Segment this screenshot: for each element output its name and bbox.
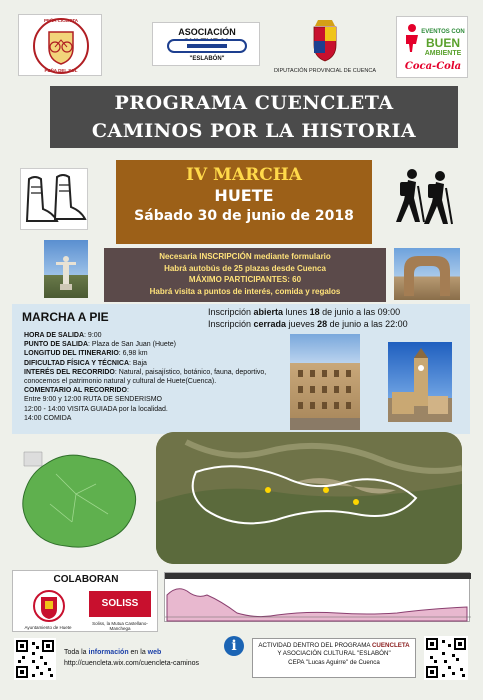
info-line: Habrá visita a puntos de interés, comida y regalos xyxy=(149,286,341,296)
dificultad: DIFICULTAD FÍSICA Y TÉCNICA: Baja xyxy=(24,359,147,367)
monument-photo xyxy=(44,240,88,298)
march-banner xyxy=(116,160,372,244)
coat-of-arms-icon xyxy=(310,18,340,64)
march-details xyxy=(24,331,296,423)
building-photo xyxy=(290,334,360,430)
hikers-image xyxy=(388,166,466,232)
hora-salida: HORA DE SALIDA: 9:00 xyxy=(24,332,102,339)
statue-icon xyxy=(44,240,88,298)
qr-code-icon xyxy=(424,636,468,680)
facade-icon xyxy=(290,334,360,430)
route-aerial-map xyxy=(156,432,462,564)
ruins-photo xyxy=(394,248,460,300)
marcha-a-pie-section xyxy=(12,304,470,434)
province-map xyxy=(16,444,146,554)
activity-line-2: Y ASOCIACIÓN CULTURAL "ESLABÓN" xyxy=(277,650,391,658)
eventos-line3: AMBIENTE xyxy=(424,50,462,57)
interes-recorrido: INTERÉS DEL RECORRIDO: Natural, paisajístico, botánico, fauna, deportivo, conocemos el patrimonio natural y cultural de Huete(Cuenca). xyxy=(24,368,267,386)
activity-line-3: CEPA "Lucas Aguirre" de Cuenca xyxy=(288,658,380,666)
coca-cola-brand: Coca-Cola xyxy=(404,61,462,72)
ayuntamiento-caption: Ayuntamiento de Huete xyxy=(24,625,72,630)
diputacion-logo xyxy=(266,18,384,78)
title-banner xyxy=(50,86,458,148)
marcha-a-pie-title: MARCHA A PIE xyxy=(22,310,109,324)
march-heading: IV MARCHA xyxy=(186,165,302,185)
qr-code-right[interactable] xyxy=(424,636,468,680)
clock-tower-icon xyxy=(388,342,452,422)
shoe-icon xyxy=(21,169,89,231)
footer-url[interactable]: http://cuencleta.wix.com/cuencleta-caminos xyxy=(64,660,200,667)
schedule-item: 12:00 - 14:00 VISITA GUIADA por la localidad. xyxy=(24,405,168,413)
inscription-closed: Inscripción cerrada jueves 28 de junio a las 22:00 xyxy=(208,319,408,329)
info-line: Habrá autobús de 25 plazas desde Cuenca xyxy=(164,263,326,273)
march-place: HUETE xyxy=(214,186,274,205)
inscription-open: Inscripción abierta lunes 18 de junio a las 09:00 xyxy=(208,307,401,317)
footer-info-line: Toda la información en la web xyxy=(64,649,162,656)
asociacion-title: ASOCIACIÓN xyxy=(178,27,236,37)
activity-line-1: ACTIVIDAD DENTRO DEL PROGRAMA CUENCLETA xyxy=(258,642,410,649)
title-line-2: CAMINOS POR LA HISTORIA xyxy=(91,120,417,142)
colaboran-heading: COLABORAN xyxy=(53,574,119,585)
info-line: MÁXIMO PARTICIPANTES: 60 xyxy=(188,275,302,284)
eventos-line2: BUEN xyxy=(425,36,460,50)
eventos-buen-ambiente-logo xyxy=(396,16,468,78)
colaboran-box xyxy=(12,570,158,632)
activity-box xyxy=(252,638,416,678)
qr-code-icon xyxy=(14,638,56,680)
info-box xyxy=(104,248,386,302)
march-date: Sábado 30 de junio de 2018 xyxy=(134,208,354,224)
route-map-icon xyxy=(156,432,462,564)
elevation-chart-icon xyxy=(165,573,471,623)
asociacion-subtitle: "ESLABÓN" xyxy=(189,56,225,62)
comentario-recorrido: COMENTARIO AL RECORRIDO: xyxy=(24,387,129,395)
elevation-profile xyxy=(164,572,470,622)
boots-image xyxy=(20,168,88,230)
diputacion-caption: DIPUTACIÓN PROVINCIAL DE CUENCA xyxy=(273,68,377,74)
pena-text-bottom: PEÑA DEL SOL xyxy=(44,68,78,73)
longitud-itinerario: LONGITUD DEL ITINERARIO: 6,98 km xyxy=(24,350,148,358)
schedule-item: Entre 9:00 y 12:00 RUTA DE SENDERISMO xyxy=(24,396,162,404)
punto-salida: PUNTO DE SALIDA: Plaza de San Juan (Huete) xyxy=(24,341,176,349)
hikers-icon xyxy=(388,166,466,232)
asociacion-eslabon-logo xyxy=(152,22,260,66)
arch-icon xyxy=(394,248,460,300)
tower-photo xyxy=(388,342,452,422)
info-line: Necesaria INSCRIPCIÓN mediante formulario xyxy=(159,252,331,261)
province-map-icon xyxy=(16,444,146,554)
soliss-logo: SOLISS xyxy=(89,591,151,617)
qr-code-left[interactable] xyxy=(14,638,56,680)
footer-info-text xyxy=(64,648,224,668)
info-icon: i xyxy=(224,636,244,656)
pena-text-top: PEÑA CICLISTA xyxy=(43,18,78,23)
eventos-line1: EVENTOS CON xyxy=(421,29,465,35)
soliss-caption: Soliss, la Mutua Castellano-Manchega xyxy=(92,621,148,631)
title-line-1: PROGRAMA CUENCLETA xyxy=(114,92,394,114)
ayuntamiento-shield-icon xyxy=(31,589,67,623)
schedule-item: 14:00 COMIDA xyxy=(24,414,72,422)
chain-link-icon xyxy=(167,39,247,53)
pena-ciclista-logo xyxy=(18,14,102,76)
